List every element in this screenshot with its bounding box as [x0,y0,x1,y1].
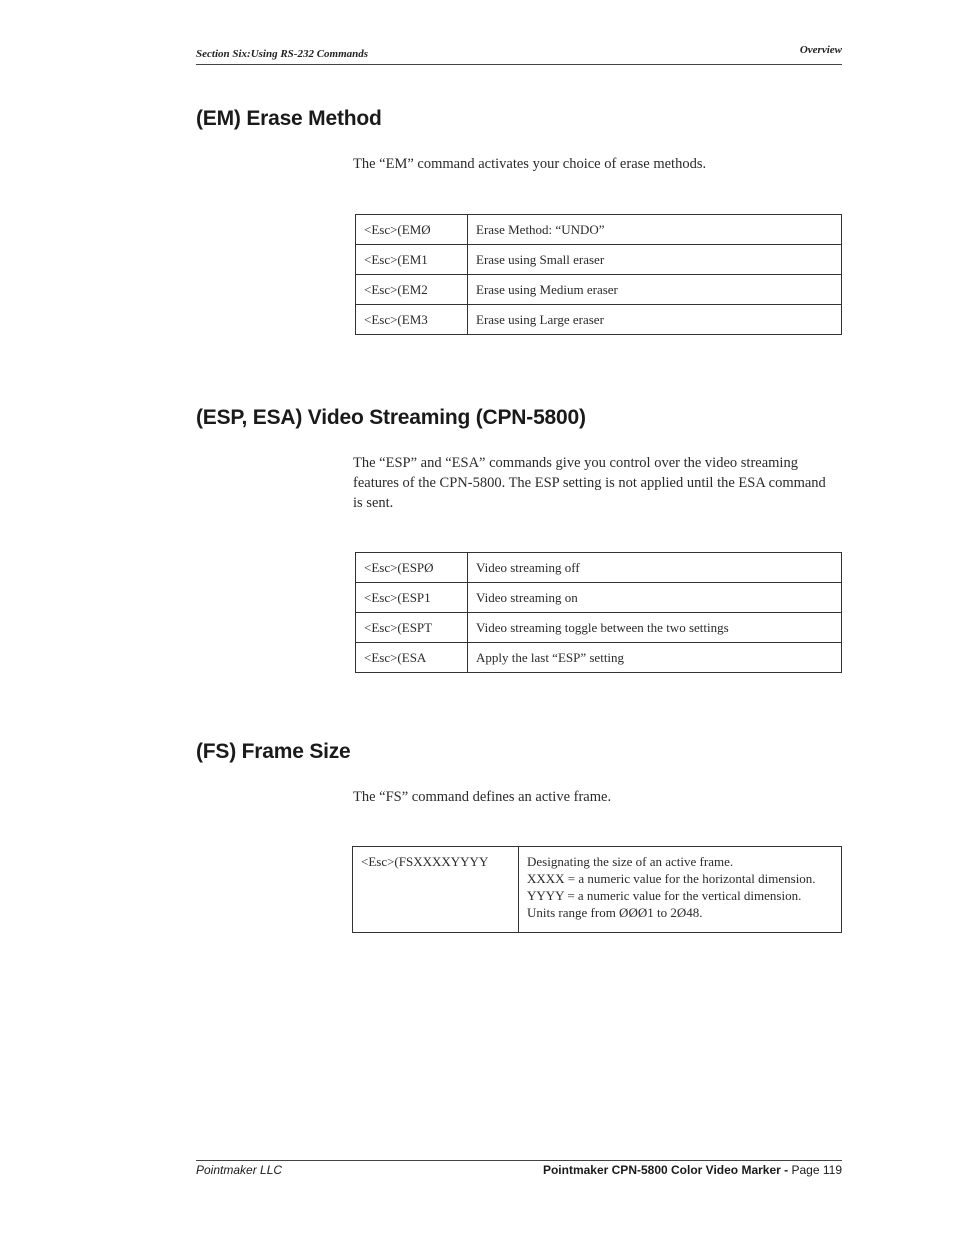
command-code: <Esc>(EM2 [356,275,468,305]
intro-line: The “ESP” and “ESA” commands give you control over the video streaming [353,455,798,471]
section-title-erase-method: (EM) Erase Method [196,107,382,130]
description-line: YYYY = a numeric value for the vertical dimension. [527,888,802,903]
command-table-erase-method [355,214,842,335]
table-row [356,613,842,643]
table-row [356,583,842,613]
footer-product: Pointmaker CPN-5800 Color Video Marker - [542,1163,789,1177]
intro-line: features of the CPN-5800. The ESP setting is not applied until the ESA command [353,475,826,491]
table-row [353,847,842,933]
header-section-title: Section Six:Using RS-232 Commands [196,48,369,60]
command-description: Video streaming toggle between the two settings [468,613,842,643]
command-table-video-streaming [355,552,842,673]
command-code: <Esc>(ESPØ [356,553,468,583]
command-description: Apply the last “ESP” setting [468,643,842,673]
command-description: Erase using Large eraser [468,305,842,335]
section-title-video-streaming: (ESP, ESA) Video Streaming (CPN-5800) [196,406,586,429]
running-footer [196,1160,842,1177]
description-line: XXXX = a numeric value for the horizontal dimension. [527,871,816,886]
table-row [356,643,842,673]
intro-line: is sent. [353,495,394,511]
command-description: Video streaming on [468,583,842,613]
command-code: <Esc>(ESP1 [356,583,468,613]
command-table-frame-size [352,846,842,933]
section-intro-frame-size: The “FS” command defines an active frame. [353,789,612,805]
command-code: <Esc>(FSXXXXYYYY [353,847,519,933]
command-code: <Esc>(EM1 [356,245,468,275]
command-description: Erase Method: “UNDO” [468,215,842,245]
table-row [356,305,842,335]
command-code: <Esc>(EM3 [356,305,468,335]
command-code: <Esc>(EMØ [356,215,468,245]
command-description [519,847,842,933]
command-description: Video streaming off [468,553,842,583]
footer-company: Pointmaker LLC [196,1163,283,1177]
table-row [356,553,842,583]
section-intro-video-streaming [353,453,843,513]
section-title-frame-size: (FS) Frame Size [196,740,351,763]
description-line: Units range from ØØØ1 to 2Ø48. [527,905,703,920]
command-description: Erase using Medium eraser [468,275,842,305]
table-row [356,245,842,275]
table-row [356,215,842,245]
command-code: <Esc>(ESPT [356,613,468,643]
header-subsection: Overview [799,44,842,56]
footer-page-number: Page 119 [791,1163,842,1177]
footer-product-page [543,1163,842,1177]
description-line: Designating the size of an active frame. [527,854,734,869]
command-code: <Esc>(ESA [356,643,468,673]
section-intro-erase-method: The “EM” command activates your choice of erase methods. [353,156,707,172]
running-header [196,44,842,65]
table-row [356,275,842,305]
command-description: Erase using Small eraser [468,245,842,275]
